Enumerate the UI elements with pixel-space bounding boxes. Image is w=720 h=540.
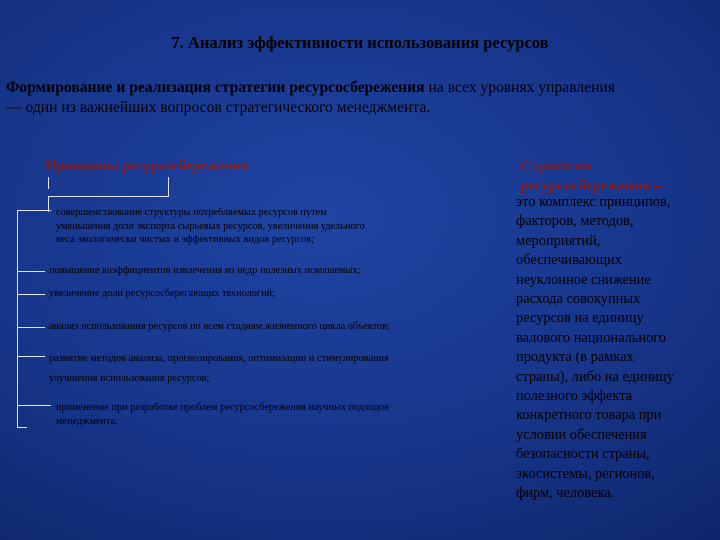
principle-item-line: уменьшения доли экспорта сырьевых ресурсов, увеличения удельного: [56, 220, 365, 232]
definition-body-line: это комплекс принципов,: [516, 194, 671, 210]
principle-item: [49, 320, 390, 334]
definition-body-line: неуклонное снижение: [516, 271, 651, 288]
definition-body-line: обеспечивающих: [516, 252, 622, 269]
definition-body-line: факторов, методов,: [516, 213, 634, 230]
tree-connector-top: [48, 196, 169, 197]
definition-body: [516, 193, 720, 504]
definition-body-line: расхода совокупных: [516, 291, 641, 308]
principle-item: [49, 349, 389, 389]
principle-item-line: анализ использования ресурсов по всем стадиям жизненного цикла объектов;: [49, 321, 390, 332]
definition-body-line: полезного эффекта: [516, 388, 633, 405]
principle-item: [56, 401, 389, 428]
definition-body-line: мероприятий,: [516, 232, 601, 249]
principles-title: Принципы ресурсосбережения: [45, 158, 249, 174]
tree-trunk: [17, 210, 18, 428]
tree-branch: [17, 210, 51, 211]
tree-branch: [17, 405, 51, 406]
definition-body-line: ресурсов на единицу: [516, 310, 644, 327]
definition-title-line: Стратегия: [520, 158, 592, 174]
definition-body-line: валового национального: [516, 329, 667, 346]
tree-branch: [17, 356, 45, 357]
definition-title: [520, 156, 720, 196]
tree-branch: [17, 294, 45, 295]
intro-rest: на всех уровнях управления: [424, 79, 615, 96]
principle-item-line: применение при разработке проблем ресурсосбережения научных подходов: [56, 402, 390, 413]
principle-item-line: совершенствование структуры потребляемых ресурсов путем: [56, 207, 327, 218]
principle-item: [56, 206, 365, 247]
tree-branch: [17, 271, 45, 272]
definition-body-line: фирм, человека.: [516, 485, 615, 502]
tree-branch: [17, 427, 27, 428]
intro-emphasis: Формирование и реализация стратегии ресурсосбережения: [6, 79, 425, 96]
intro-line-2: — один из важнейших вопросов стратегического менеджмента.: [6, 99, 431, 116]
definition-body-line: экосистемы, регионов,: [516, 465, 655, 482]
principle-item-line: повышение коэффициентов извлечения из недр полезных ископаемых;: [49, 265, 361, 276]
tree-connector-top: [48, 177, 49, 189]
definition-body-line: условии обеспечения: [516, 426, 647, 443]
principle-item-line: развитие методов анализа, прогнозирования, оптимизации и стимулирования: [49, 353, 389, 364]
principle-item-line: веса экологически чистых и эффективных видов ресурсов;: [56, 234, 314, 246]
principle-item-line: менеджмента.: [56, 415, 118, 427]
slide-title: 7. Анализ эффективности использования ресурсов: [171, 33, 549, 52]
principle-item: [49, 287, 275, 301]
definition-body-line: безопасности страны,: [516, 446, 650, 463]
tree-branch: [17, 327, 45, 328]
principle-item: [49, 264, 360, 278]
principle-item-line: улучшения использования ресурсов;: [49, 373, 210, 384]
tree-connector-top: [168, 177, 169, 197]
definition-body-line: конкретного товара при: [516, 407, 662, 424]
definition-title-line: ресурсосбережения –: [520, 178, 662, 194]
principle-item-line: увеличение доли ресурсосберегающих технологий;: [49, 288, 275, 299]
intro-paragraph: [6, 78, 716, 118]
definition-body-line: страны), либо на единицу: [516, 368, 674, 385]
tree-connector-top: [48, 196, 49, 212]
definition-body-line: продукта (в рамках: [516, 349, 634, 366]
